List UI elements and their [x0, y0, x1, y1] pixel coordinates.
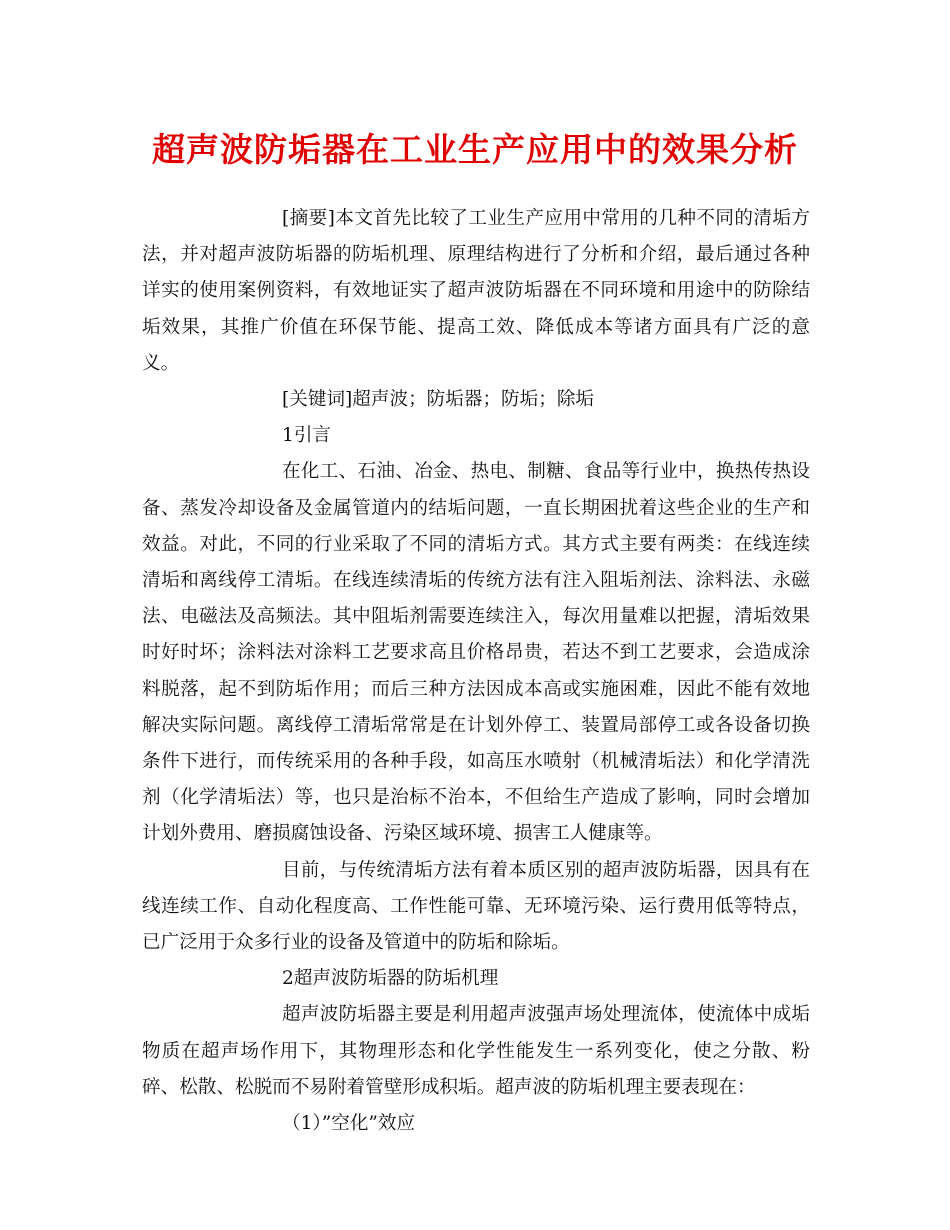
section-1-paragraph-2: 目前，与传统清垢方法有着本质区别的超声波防垢器，因具有在线连续工作、自动化程度高、工作性能可靠、无环境污染、运行费用低等特点，已广泛用于众多行业的设备及管道中的防垢和除垢。	[142, 859, 810, 954]
section-1-paragraph-1: 在化工、石油、冶金、热电、制糖、食品等行业中，换热传热设备、蒸发冷却设备及金属管道内的结垢问题，一直长期困扰着这些企业的生产和效益。对此，不同的行业采取了不同的清垢方式。其方式主要有两类：在线连续清垢和离线停工清垢。在线连续清垢的传统方法有注入阻垢剂法、涂料法、永磁法、电磁法及高频法。其中阻垢剂需要连续注入，每次用量难以把握，清垢效果时好时坏；涂料法对涂料工艺要求高且价格昂贵，若达不到工艺要求，会造成涂料脱落，起不到防垢作用；而后三种方法因成本高或实施困难，因此不能有效地解决实际问题。离线停工清垢常常是在计划外停工、装置局部停工或各设备切换条件下进行，而传统采用的各种手段，如高压水喷射（机械清垢法）和化学清洗剂（化学清垢法）等，也只是治标不治本，不但给生产造成了影响，同时会增加计划外费用、磨损腐蚀设备、污染区域环境、损害工人健康等。	[142, 461, 810, 845]
document-body	[142, 201, 810, 1142]
document-title: 超声波防垢器在工业生产应用中的效果分析	[152, 130, 798, 169]
section-1-heading: 1引言	[282, 425, 332, 447]
keywords-line: [关键词]超声波；防垢器；防垢；除垢	[282, 389, 595, 411]
section-2-paragraph-1: 超声波防垢器主要是利用超声波强声场处理流体，使流体中成垢物质在超声场作用下，其物理形态和化学性能发生一系列变化，使之分散、粉碎、松散、松脱而不易附着管壁形成积垢。超声波的防垢机理主要表现在：	[142, 1004, 810, 1098]
abstract-paragraph: [摘要]本文首先比较了工业生产应用中常用的几种不同的清垢方法，并对超声波防垢器的防垢机理、原理结构进行了分析和介绍，最后通过各种详实的使用案例资料，有效地证实了超声波防垢器在不同环境和用途中的防除结垢效果，其推广价值在环保节能、提高工效、降低成本等诸方面具有广泛的意义。	[142, 208, 810, 374]
section-2-item-1: （1）”空化”效应	[282, 1113, 416, 1135]
section-2-heading: 2超声波防垢器的防垢机理	[282, 968, 499, 990]
